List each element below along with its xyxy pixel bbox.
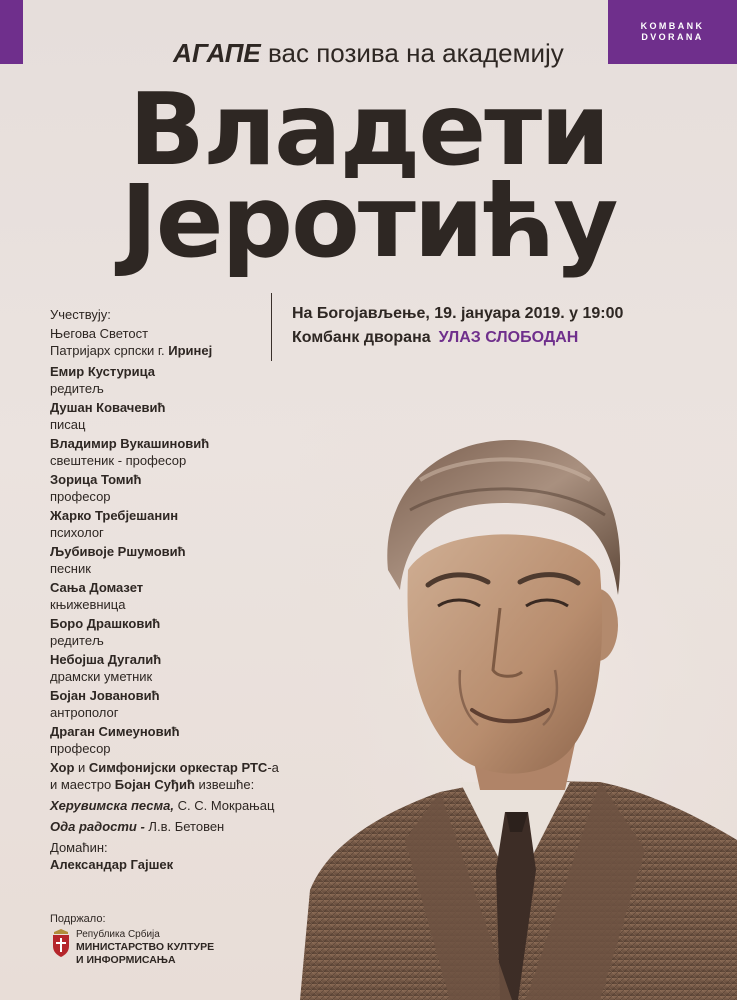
participant-entry: [50, 615, 350, 649]
participant-name: Владимир Вукашиновић: [50, 436, 210, 451]
participant-entry: [50, 723, 350, 757]
free-entry: УЛАЗ СЛОБОДАН: [438, 329, 579, 346]
work-title: Ода радости -: [50, 819, 145, 834]
portrait-photo: [300, 420, 737, 1000]
patriarch-line: [50, 342, 350, 359]
work-composer: С. С. Мокрањац: [173, 798, 275, 813]
participant-role: редитељ: [50, 381, 104, 396]
perform-verb: извешће:: [194, 777, 255, 792]
invitation-line: [0, 38, 737, 69]
choir-name: Хор: [50, 760, 75, 775]
participant-name: Жарко Требјешанин: [50, 508, 179, 523]
participant-entry: [50, 543, 350, 577]
participant-role: писац: [50, 417, 86, 432]
conductor-name: Бојан Суђић: [114, 777, 195, 792]
participants-list: [50, 306, 350, 875]
logo-line-2: DVORANA: [641, 32, 704, 42]
patriarch-title: Његова Светост: [50, 326, 149, 341]
participant-role: психолог: [50, 525, 104, 540]
participant-role: редитељ: [50, 633, 104, 648]
performers-line-2: [50, 776, 350, 793]
republic-name: Република Србија: [76, 929, 160, 940]
host-entry: [50, 839, 350, 873]
patriarch-name: Иринеј: [168, 343, 213, 358]
ministry-line-1: МИНИСТАРСТВО КУЛТУРЕ: [76, 941, 215, 953]
participant-name: Бојан Јовановић: [50, 688, 160, 703]
participant-role: професор: [50, 741, 111, 756]
patriarch-prefix: Патријарх српски г.: [50, 343, 169, 358]
participant-role: антрополог: [50, 705, 119, 720]
participants-heading: Учествују:: [50, 307, 111, 322]
work-item: [50, 797, 350, 814]
event-date-time: На Богојављење, 19. јануара 2019. у 19:00: [292, 305, 624, 322]
supporter-block: [50, 913, 214, 967]
participant-name: Љубивоје Ршумовић: [50, 544, 186, 559]
honoree-last-name: Јеротићу: [120, 163, 617, 280]
logo-line-1: KOMBANK: [640, 21, 705, 31]
ministry-logo: [50, 928, 214, 967]
participant-entry: [50, 579, 350, 613]
choir-and: и: [74, 760, 89, 775]
participant-role: драмски уметник: [50, 669, 153, 684]
orchestra-suffix: -а: [267, 760, 279, 775]
work-item: [50, 818, 350, 835]
honoree-first-name: Владети: [128, 71, 609, 188]
participant-name: Емир Кустурица: [50, 364, 155, 379]
participant-entry: [50, 507, 350, 541]
participant-entry: [50, 651, 350, 685]
participant-entry: [50, 363, 350, 397]
participant-name: Драган Симеуновић: [50, 724, 180, 739]
participant-role: професор: [50, 489, 111, 504]
maestro-prefix: и маестро: [50, 777, 115, 792]
host-label: Домаћин:: [50, 840, 108, 855]
agape-brand: АГАПЕ: [173, 38, 261, 68]
event-venue: Комбанк дворана: [292, 329, 431, 346]
performers-line-1: [50, 759, 350, 776]
participant-name: Зорица Томић: [50, 472, 142, 487]
participant-name: Сања Домазет: [50, 580, 144, 595]
participant-role: књижевница: [50, 597, 126, 612]
ministry-line-2: И ИНФОРМИСАЊА: [76, 954, 176, 966]
performers-entry: [50, 759, 350, 835]
participant-entry: [50, 435, 350, 469]
supporter-label: Подржало:: [50, 913, 106, 925]
invitation-text: вас позива на академију: [260, 38, 564, 68]
participant-name: Душан Ковачевић: [50, 400, 166, 415]
ministry-text: [76, 928, 214, 967]
participant-entry: [50, 399, 350, 433]
participant-role: свештеник - професор: [50, 453, 187, 468]
participant-entry: [50, 687, 350, 721]
participant-role: песник: [50, 561, 91, 576]
participant-name: Боро Драшковић: [50, 616, 161, 631]
host-name: Александар Гајшек: [50, 857, 174, 872]
participant-name: Небојша Дугалић: [50, 652, 162, 667]
participant-patriarch: [50, 325, 350, 359]
serbian-coat-of-arms-icon: [50, 928, 72, 958]
work-title: Херувимска песма,: [50, 798, 174, 813]
work-composer: Л.в. Бетовен: [144, 819, 225, 834]
orchestra-name: Симфонијски оркестар РТС: [88, 760, 268, 775]
participant-entry: [50, 471, 350, 505]
